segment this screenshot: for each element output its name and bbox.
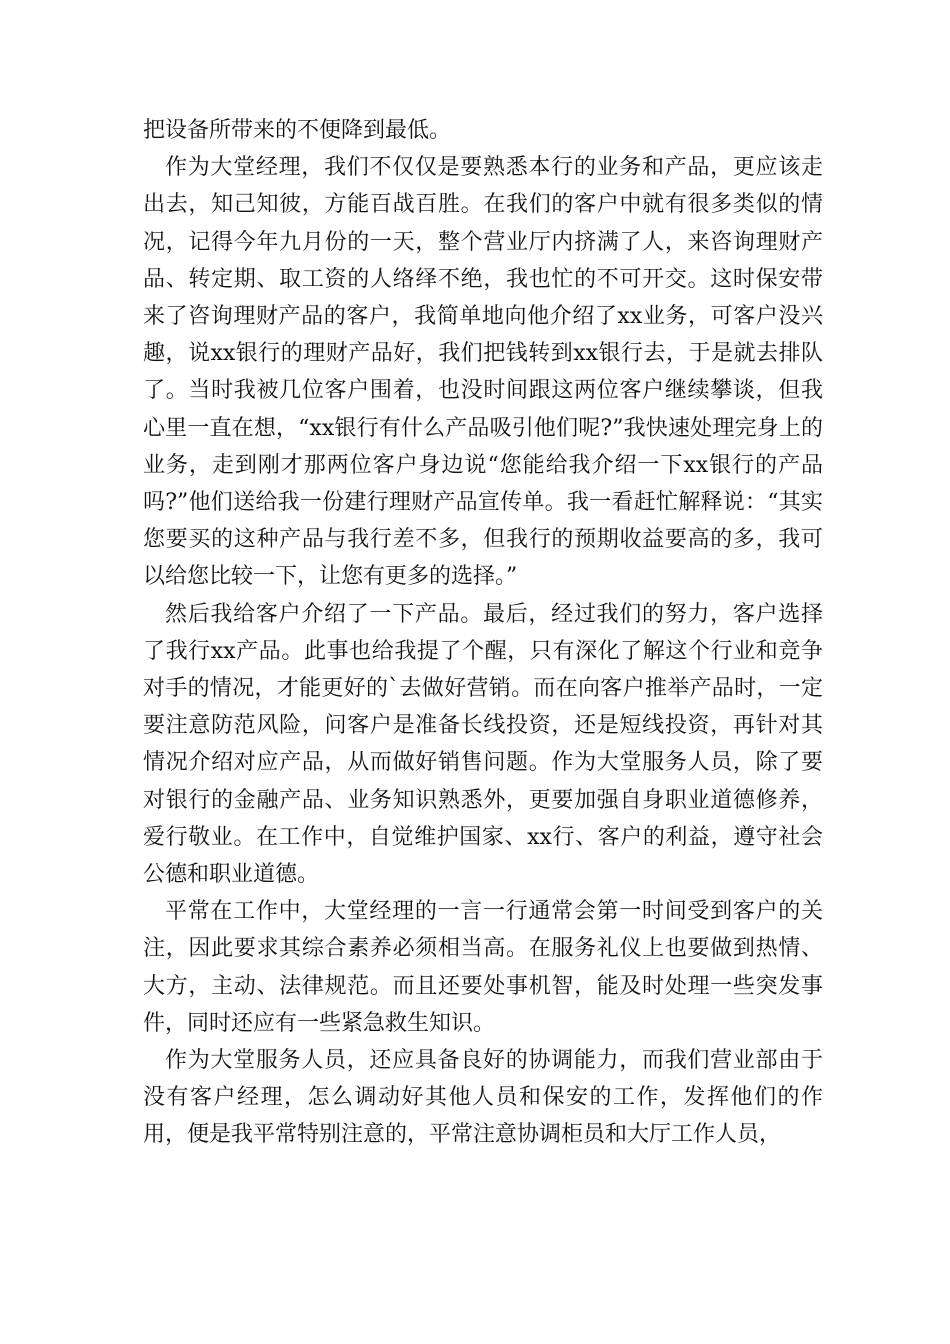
document-body [143, 112, 823, 1154]
paragraph-4: 平常在工作中，大堂经理的一言一行通常会第一时间受到客户的关注，因此要求其综合素养必须相当高。在服务礼仪上也要做到热情、大方，主动、法律规范。而且还要处事机智，能及时处理一些突发事件，同时还应有一些紧急救生知识。 [143, 899, 823, 1036]
paragraph-5: 作为大堂服务人员，还应具备良好的协调能力，而我们营业部由于没有客户经理，怎么调动好其他人员和保安的工作，发挥他们的作用，便是我平常特别注意的，平常注意协调柜员和大厅工作人员， [143, 1048, 823, 1148]
paragraph-3: 然后我给客户介绍了一下产品。最后，经过我们的努力，客户选择了我行xx产品。此事也给我提了个醒，只有深化了解这个行业和竞争对手的情况，才能更好的`去做好营销。而在向客户推举产品时，一定要注意防范风险，问客户是准备长线投资，还是短线投资，再针对其情况介绍对应产品，从而做好销售问题。作为大堂服务人员，除了要对银行的金融产品、业务知识熟悉外，更要加强自身职业道德修养，爱行敬业。在工作中，自觉维护国家、xx行、客户的利益，遵守社会公德和职业道德。 [143, 601, 823, 888]
paragraph-1: 把设备所带来的不便降到最低。 [143, 118, 452, 143]
paragraph-2: 作为大堂经理，我们不仅仅是要熟悉本行的业务和产品，更应该走出去，知己知彼，方能百战百胜。在我们的客户中就有很多类似的情况，记得今年九月份的一天，整个营业厅内挤满了人，来咨询理财产品、转定期、取工资的人络绎不绝，我也忙的不可开交。这时保安带来了咨询理财产品的客户，我简单地向他介绍了xx业务，可客户没兴趣，说xx银行的理财产品好，我们把钱转到xx银行去，于是就去排队了。当时我被几位客户围着，也没时间跟这两位客户继续攀谈，但我心里一直在想，“xx银行有什么产品吸引他们呢?”我快速处理完身上的业务，走到刚才那两位客户身边说“您能给我介绍一下xx银行的产品吗?”他们送给我一份建行理财产品宣传单。我一看赶忙解释说：“其实您要买的这种产品与我行差不多，但我行的预期收益要高的多，我可以给您比较一下，让您有更多的选择。” [143, 155, 823, 590]
